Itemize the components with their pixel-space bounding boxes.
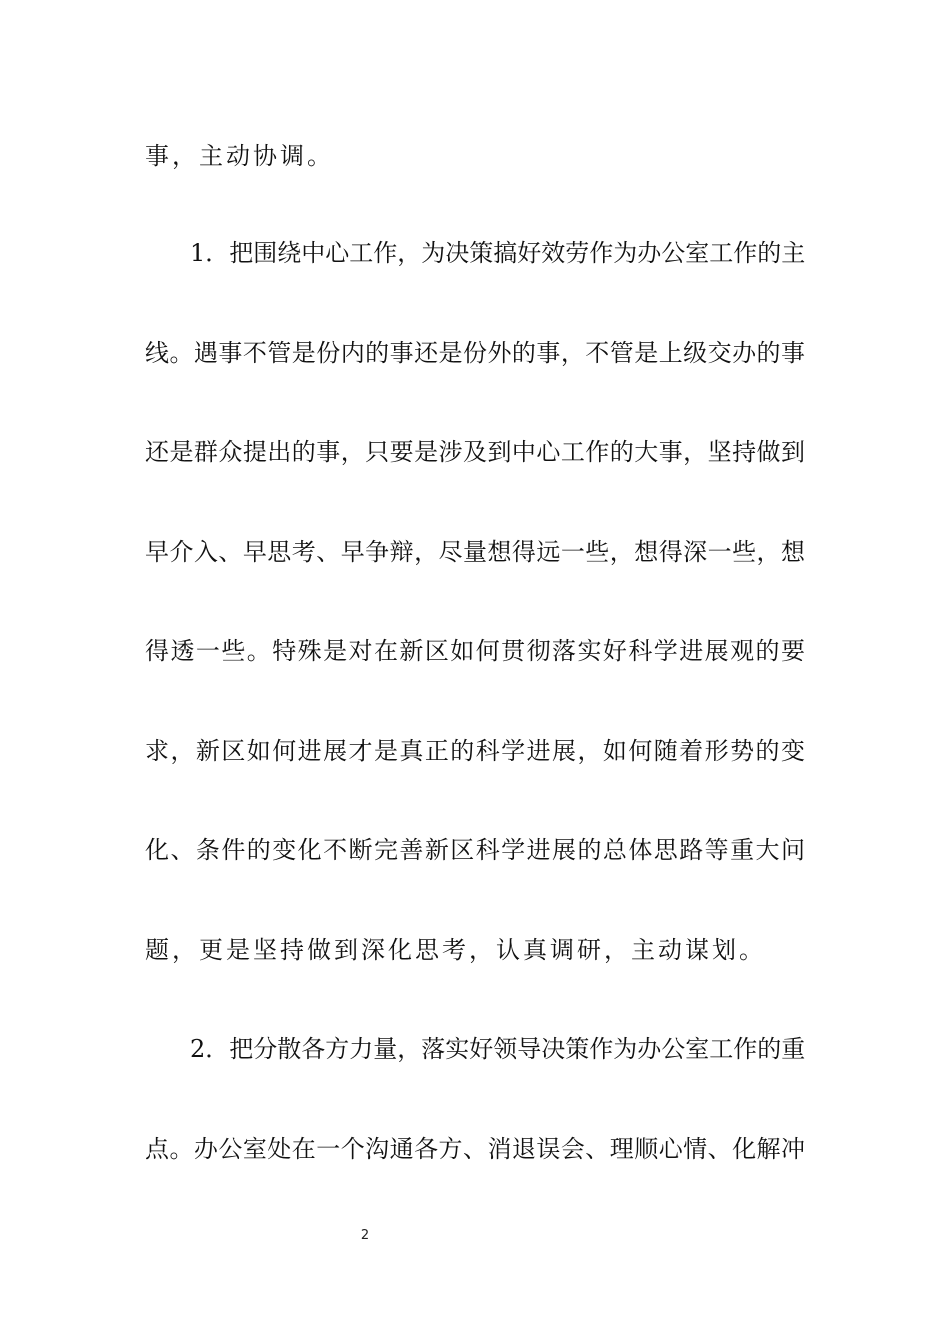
text-line: 还是群众提出的事，只要是涉及到中心工作的大事，坚持做到 bbox=[145, 438, 805, 466]
text-line: 化、条件的变化不断完善新区科学进展的总体思路等重大问 bbox=[145, 836, 805, 864]
text-line: 求，新区如何进展才是真正的科学进展，如何随着形势的变 bbox=[145, 737, 805, 765]
paragraph-1-first-line: 1．把围绕中心工作，为决策搞好效劳作为办公室工作的主 bbox=[190, 239, 805, 267]
text-line: 得透一些。特殊是对在新区如何贯彻落实好科学进展观的要 bbox=[145, 637, 805, 665]
text-line: 线。遇事不管是份内的事还是份外的事，不管是上级交办的事 bbox=[145, 339, 805, 367]
text-line: 早介入、早思考、早争辩，尽量想得远一些，想得深一些，想 bbox=[145, 538, 805, 566]
text-line: 事，主动协调。 bbox=[145, 142, 334, 170]
paragraph-2-first-line: 2．把分散各方力量，落实好领导决策作为办公室工作的重 bbox=[190, 1035, 805, 1063]
page-number: 2 bbox=[360, 1228, 370, 1243]
text-line: 题，更是坚持做到深化思考，认真调研，主动谋划。 bbox=[145, 936, 766, 964]
text-line: 点。办公室处在一个沟通各方、消退误会、理顺心情、化解冲 bbox=[145, 1135, 805, 1163]
